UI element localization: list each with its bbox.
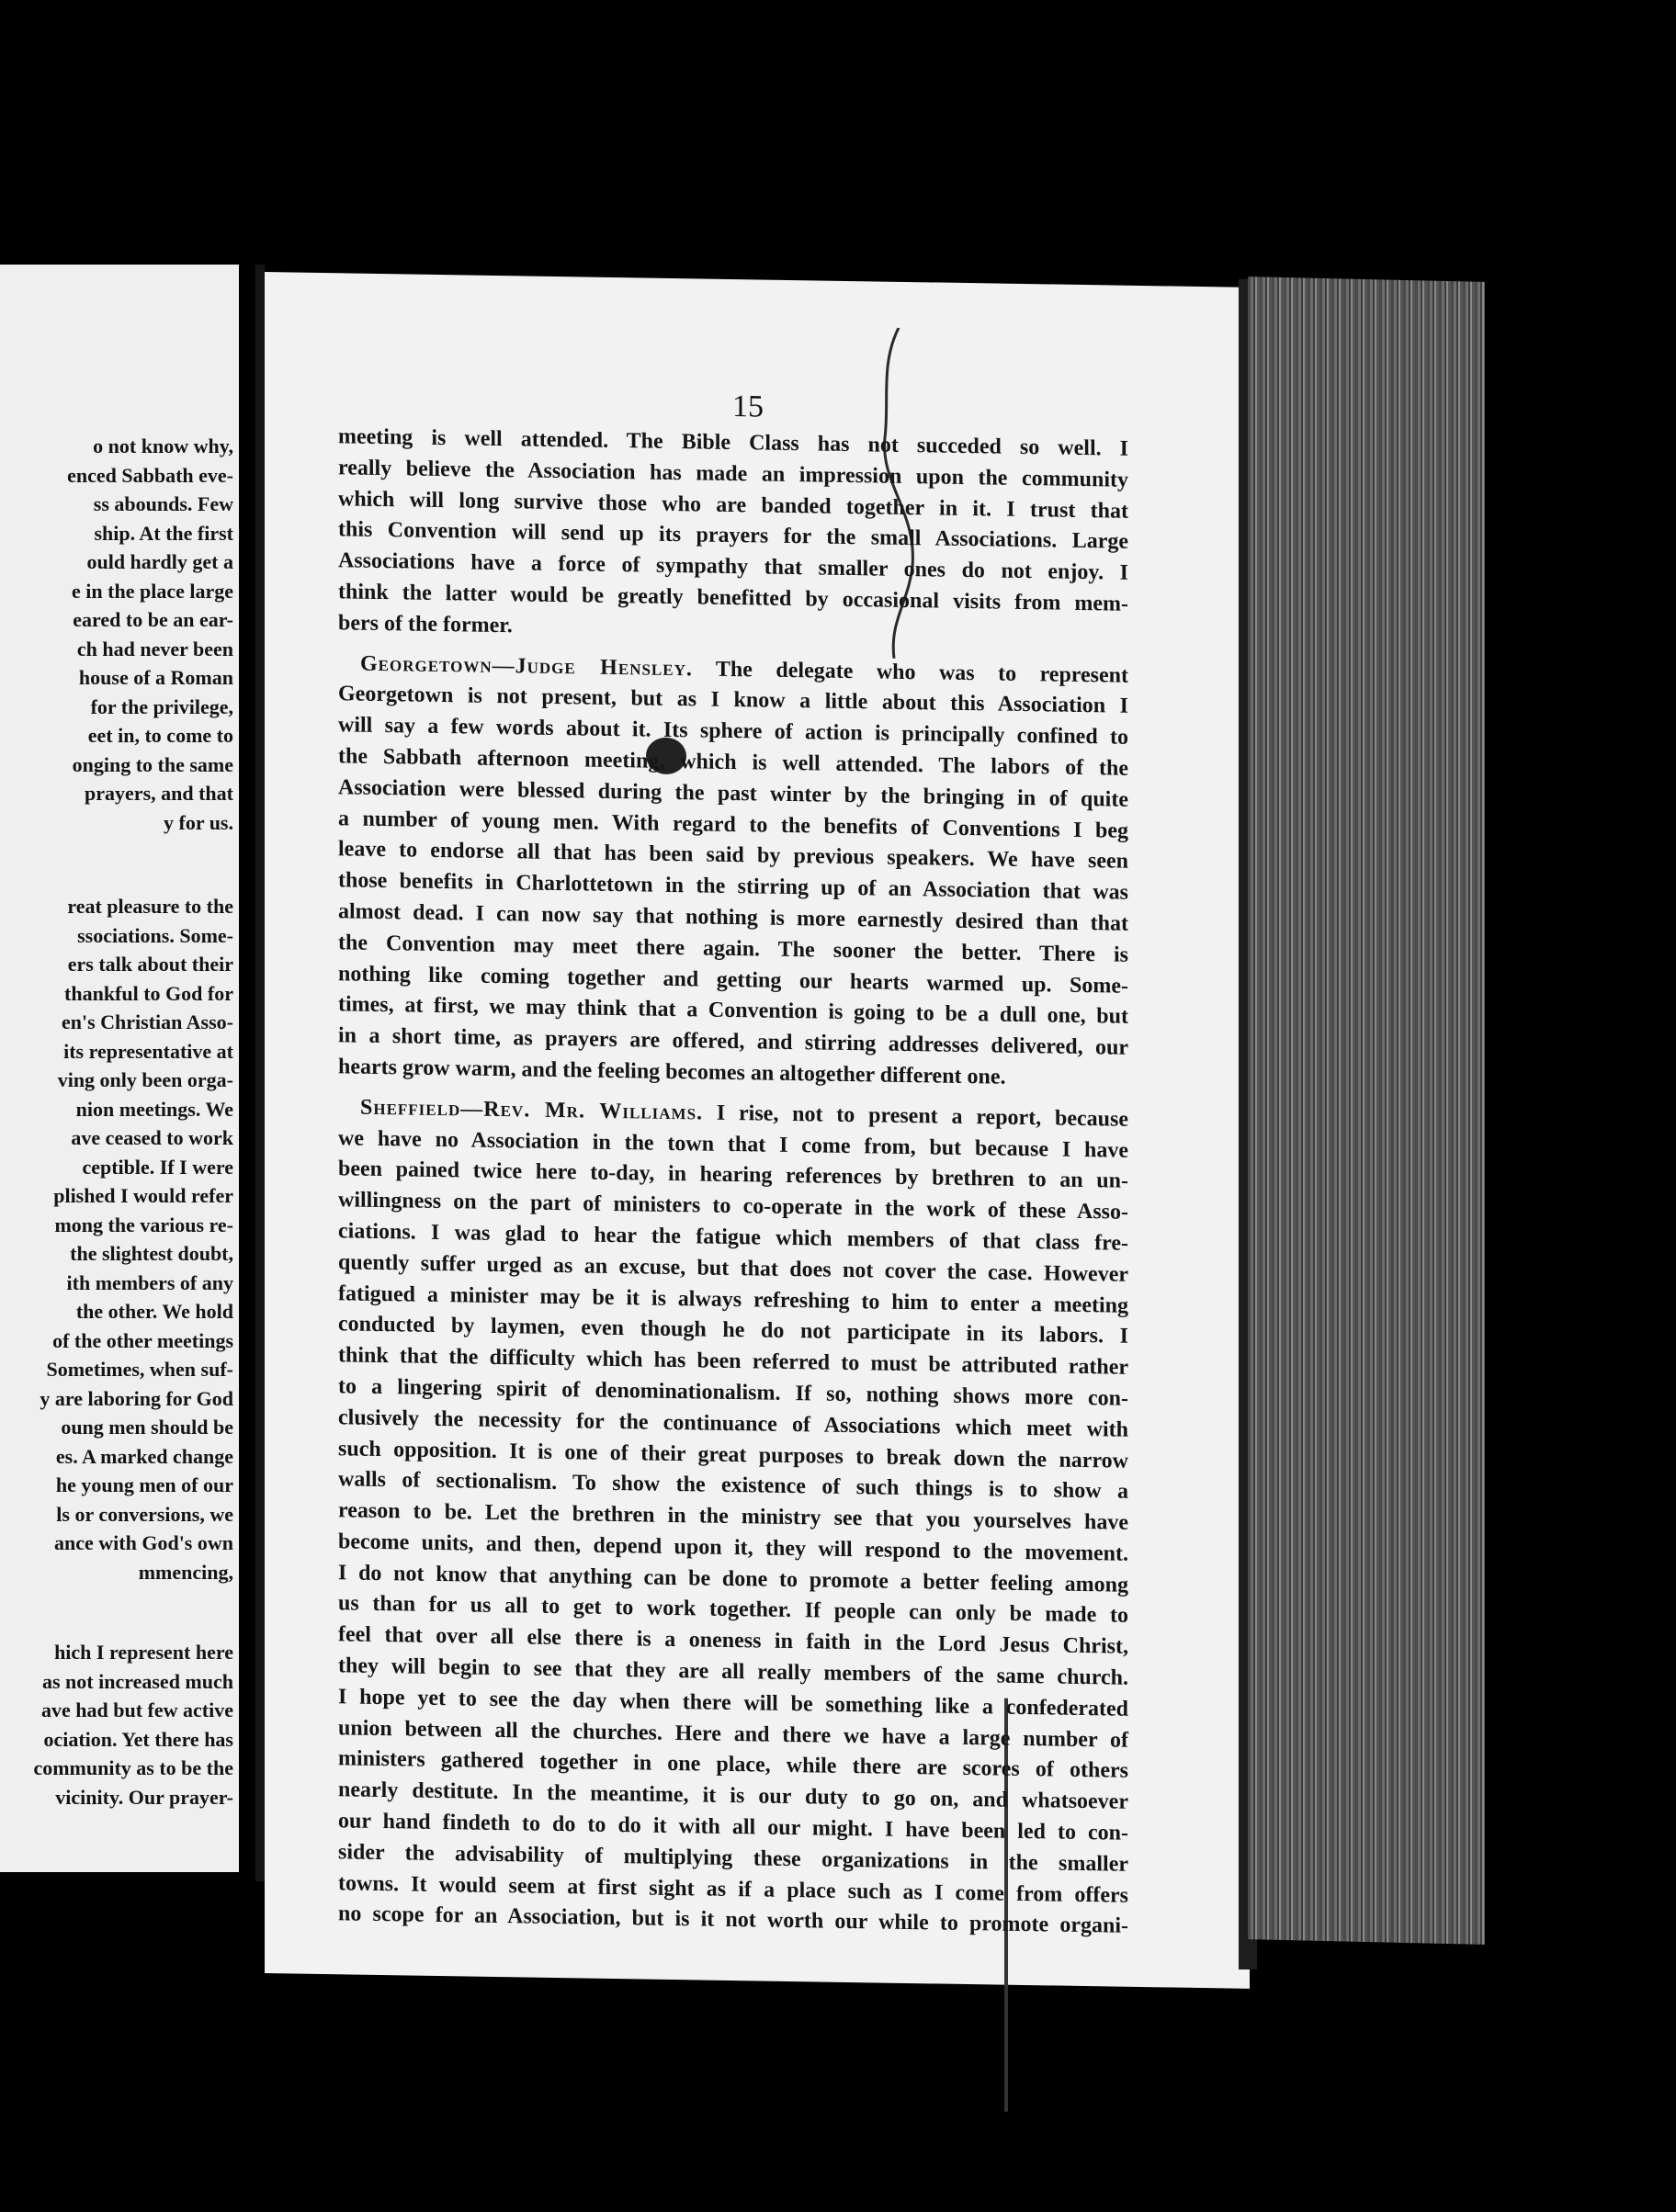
line-text: will say a few words about it. Its sphere of action is principally confined to: [338, 713, 1128, 750]
left-page-line: ving only been orga-: [57, 1068, 233, 1091]
line-text: feel that over all else there is a oneness in faith in the Lord Jesus Christ,: [338, 1622, 1128, 1660]
left-page-text-column: [0, 432, 233, 1811]
line-text: really believe the Association has made an impression upon the community: [338, 456, 1128, 492]
left-page-line: reat pleasure to the: [67, 895, 233, 918]
left-page-line: the slightest doubt,: [70, 1242, 233, 1265]
line-text: times, at first, we may think that a Convention is going to be a dull one, but: [338, 992, 1128, 1030]
line-text: bers of the former.: [338, 611, 513, 638]
page-body-text: [338, 422, 1128, 1943]
left-page-line: as not increased much: [42, 1669, 233, 1693]
line-text: Associations have a force of sympathy that smaller ones do not enjoy. I: [338, 548, 1128, 585]
left-page-line: ance with God's own: [54, 1531, 233, 1554]
line-text: our hand findeth to do to do it with all our might. I have been led to con-: [338, 1809, 1128, 1845]
page-number: 15: [732, 389, 764, 424]
left-page-line: oung men should be: [61, 1416, 233, 1439]
line-text: willingness on the part of ministers to co-operate in the work of these Asso-: [338, 1188, 1128, 1224]
left-page-line: e in the place large: [72, 579, 233, 603]
left-page-line: he young men of our: [55, 1473, 233, 1496]
left-page-line: of the other meetings: [52, 1328, 233, 1352]
line-text: sider the advisability of multiplying these organizations in the smaller: [338, 1840, 1128, 1877]
left-page-line: ith members of any: [66, 1270, 233, 1294]
left-page-line: eet in, to come to: [87, 724, 233, 747]
left-page-line: ave ceased to work: [71, 1126, 233, 1149]
left-page-line: Sometimes, when suf-: [46, 1358, 233, 1381]
paragraph-gap: [0, 1586, 233, 1638]
left-page-line: the other. We hold: [75, 1300, 233, 1323]
paragraph-gap: [0, 837, 233, 892]
left-page-line: y are laboring for God: [40, 1386, 233, 1410]
line-text: The delegate who was to represent: [692, 656, 1128, 688]
left-page-line: ers talk about their: [67, 953, 233, 976]
line-text: those benefits in Charlottetown in the stirring up of an Association that was: [338, 868, 1128, 905]
line-text: to a lingering spirit of denominationalism. If so, nothing shows more con-: [338, 1374, 1128, 1411]
left-page: [0, 265, 239, 1872]
left-page-line: ssociations. Some-: [77, 923, 233, 947]
line-text: this Convention will send up its prayers for the small Associations. Large: [338, 517, 1128, 555]
left-page-line: house of a Roman: [78, 666, 233, 689]
line-text: ciations. I was glad to hear the fatigue which members of that class fre-: [338, 1219, 1128, 1256]
left-page-line: plished I would refer: [53, 1184, 233, 1207]
line-text: I do not know that anything can be done to promote a better feeling among: [338, 1560, 1128, 1597]
left-page-line: mong the various re-: [54, 1213, 233, 1236]
left-page-line: ship. At the first: [94, 521, 233, 545]
line-text: nearly destitute. In the meantime, it is our duty to go on, and whatsoever: [338, 1778, 1128, 1815]
line-text: the Sabbath afternoon meeting, which is well attended. The labors of the: [338, 744, 1128, 781]
line-text: a number of young men. With regard to the benefits of Conventions I beg: [338, 806, 1128, 843]
left-page-line: es. A marked change: [55, 1444, 233, 1468]
line-text: leave to endorse all that has been said by previous speakers. We have seen: [338, 837, 1128, 875]
left-page-line: its representative at: [63, 1039, 233, 1063]
left-page-line: ss abounds. Few: [93, 492, 233, 515]
line-text: which will long survive those who are banded together in it. I trust that: [338, 486, 1128, 524]
line-text: been pained twice here to-day, in hearing references by brethren to an un-: [338, 1157, 1128, 1194]
line-text: quently suffer urged as an excuse, but that does not cover the case. However: [338, 1249, 1128, 1287]
line-text: conducted by laymen, even though he do not participate in its labors. I: [338, 1312, 1128, 1349]
line-text: the Convention may meet there again. The sooner the better. There is: [338, 931, 1128, 967]
left-page-line: ls or conversions, we: [56, 1502, 233, 1526]
line-text: I hope yet to see the day when there will be something like a confederated: [338, 1685, 1128, 1721]
line-text: almost dead. I can now say that nothing is more earnestly desired than that: [338, 899, 1128, 936]
left-page-line: ceptible. If I were: [82, 1155, 233, 1179]
main-page: [265, 272, 1250, 1989]
line-text: we have no Association in the town that I come from, but because I have: [338, 1125, 1128, 1163]
line-text: think that the difficulty which has been referred to must be attributed rather: [338, 1343, 1128, 1380]
line-text: ministers gathered together in one place, while there are scores of others: [338, 1746, 1128, 1784]
line-text: become units, and then, depend upon it, they will respond to the movement.: [338, 1529, 1128, 1566]
left-page-line: ociation. Yet there has: [43, 1727, 233, 1751]
line-text: Association were blessed during the past winter by the bringing in of quite: [338, 775, 1128, 812]
speaker-heading: Sheffield—Rev. Mr. Williams.: [360, 1095, 704, 1125]
line-text: clusively the necessity for the continuance of Associations which meet with: [338, 1405, 1128, 1442]
book-page-edges: [1248, 276, 1485, 1945]
left-page-line: en's Christian Asso-: [61, 1010, 233, 1033]
line-text: they will begin to see that they are all really members of the same church.: [338, 1653, 1128, 1690]
left-page-line: for the privilege,: [90, 694, 233, 718]
line-text: Georgetown is not present, but as I know a little about this Association I: [338, 682, 1128, 719]
left-page-line: onging to the same: [72, 752, 233, 776]
line-text: meeting is well attended. The Bible Class has not succeded so well. I: [338, 424, 1128, 461]
left-page-line: mmencing,: [138, 1560, 233, 1584]
line-text: us than for us all to get to work together. If people can only be made to: [338, 1591, 1128, 1629]
line-text: fatigued a minister may be it is always refreshing to him to enter a meeting: [338, 1281, 1128, 1318]
left-page-line: enced Sabbath eve-: [67, 463, 233, 487]
line-text: nothing like coming together and getting our hearts warmed up. Some-: [338, 961, 1128, 999]
left-page-line: vicinity. Our prayer-: [55, 1785, 233, 1809]
left-page-line: ch had never been: [76, 637, 233, 660]
line-text: no scope for an Association, but is it not worth our while to promote organi-: [338, 1902, 1128, 1939]
left-page-line: nion meetings. We: [75, 1097, 233, 1121]
line-text: towns. It would seem at first sight as if a place such as I come from offers: [338, 1870, 1128, 1908]
line-text: union between all the churches. Here and there we have a large number of: [338, 1715, 1128, 1753]
left-page-line: y for us.: [164, 810, 233, 834]
line-text: walls of sectionalism. To show the existence of such things is to show a: [338, 1467, 1128, 1505]
book-gutter: [255, 265, 265, 1881]
line-text: such opposition. It is one of their great purposes to break down the narrow: [338, 1436, 1128, 1473]
line-text: hearts grow warm, and the feeling becomes an altogether different one.: [338, 1055, 1006, 1089]
speaker-heading: Georgetown—Judge Hensley.: [360, 651, 693, 681]
left-page-line: hich I represent here: [54, 1641, 233, 1664]
line-text: I rise, not to present a report, because: [703, 1100, 1128, 1132]
left-page-line: o not know why,: [93, 434, 233, 457]
left-page-line: ould hardly get a: [86, 550, 233, 573]
line-text: think the latter would be greatly benefitted by occasional visits from mem-: [338, 580, 1128, 616]
left-page-line: ave had but few active: [41, 1698, 233, 1721]
left-page-line: community as to be the: [33, 1756, 233, 1779]
left-page-line: eared to be an ear-: [73, 608, 233, 631]
left-page-line: prayers, and that: [85, 782, 233, 805]
line-text: reason to be. Let the brethren in the ministry see that you yourselves have: [338, 1498, 1128, 1535]
line-text: in a short time, as prayers are offered, and stirring addresses delivered, our: [338, 1023, 1128, 1060]
left-page-line: thankful to God for: [64, 981, 233, 1005]
